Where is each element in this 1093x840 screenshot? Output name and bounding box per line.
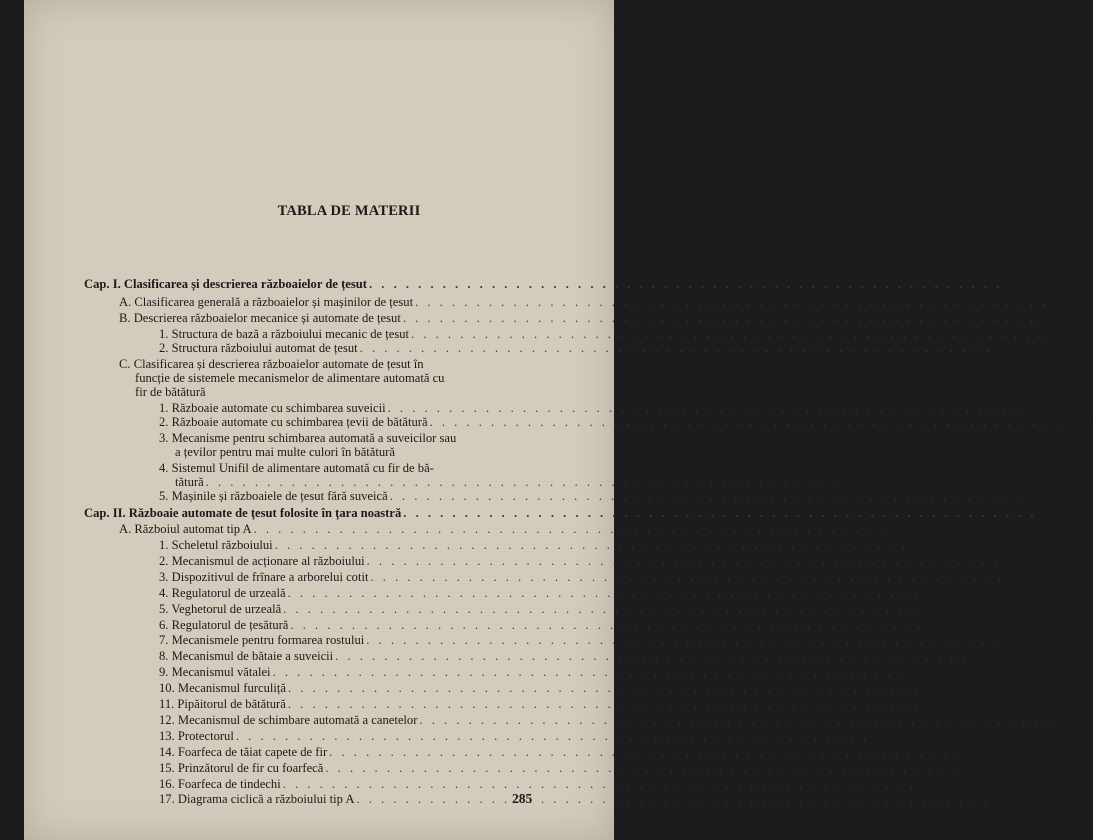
- toc-entry-text: 2. Războaie automate cu schimbarea țevii de bătătură: [159, 415, 428, 429]
- toc-entry-text: a țevilor pentru mai multe culori în bătătură: [175, 445, 395, 459]
- leader-dots: [368, 570, 1005, 584]
- toc-entry-text: tătură: [175, 475, 204, 489]
- toc-entry-text: 17. Diagrama ciclică a războiului tip A: [159, 792, 355, 807]
- toc-entry-page: 86: [886, 728, 900, 743]
- toc-entry-page: 52: [1021, 569, 1034, 584]
- leader-dots: [413, 295, 1050, 309]
- toc-entry-page: 90: [976, 760, 989, 775]
- toc-list-item: [159, 776, 946, 791]
- toc-list-item: [159, 617, 954, 632]
- leader-dots: [428, 415, 1065, 429]
- toc-entry-text: 1. Structura de bază a războiului mecanic de țesut: [159, 327, 410, 341]
- toc-entry-page: 20: [1080, 415, 1093, 429]
- toc-entry-text: 4. Regulatorul de urzeală: [159, 585, 286, 600]
- toc-section-b2: [159, 341, 1023, 355]
- toc-list-item: [159, 569, 1034, 584]
- toc-chapter-2-page: 45: [1053, 506, 1067, 520]
- toc-entry-page: 45: [904, 522, 917, 536]
- leader-dots: [409, 327, 1046, 341]
- toc-chapter-1: [84, 277, 1033, 291]
- toc-entry-page: 9: [1016, 341, 1023, 355]
- leader-dots: [323, 761, 960, 775]
- leader-dots: [204, 475, 841, 489]
- toc-list-item: [159, 649, 999, 664]
- leader-dots: [365, 554, 1002, 568]
- toc-chapter-2-section-a: [119, 522, 917, 536]
- toc-entry-page: 74: [923, 665, 936, 680]
- leader-dots: [401, 506, 1038, 520]
- toc-entry-page: 28: [1047, 445, 1061, 459]
- leader-dots: [386, 401, 1023, 415]
- leader-dots: [358, 341, 995, 355]
- toc-list-item: [159, 585, 951, 600]
- toc-list-item: [159, 538, 938, 552]
- toc-chapter-2-title: Cap. II. Războaie automate de țesut folosite în țara noastră: [84, 506, 402, 520]
- toc-entry-text: 1. Scheletul războiului: [159, 538, 273, 552]
- toc-list-item: [159, 681, 952, 696]
- toc-entry-text: 16. Foarfeca de tindechi: [159, 776, 281, 791]
- toc-entry-text: B. Descrierea războaielor mecanice și automate de țesut: [119, 311, 401, 325]
- toc-list-item: [159, 712, 1083, 727]
- toc-entry-text: 3. Dispozitivul de frînare a arborelui cotit: [159, 569, 369, 584]
- toc-entry-text: 13. Protectorul: [159, 728, 234, 743]
- leader-dots: [286, 586, 923, 600]
- leader-dots: [286, 681, 923, 695]
- toc-entry-text: 11. Pipăitorul de bătătură: [159, 697, 286, 711]
- toc-entry-text: 7. Mecanismele pentru formarea rostului: [159, 633, 365, 648]
- toc-entry-page: 83: [1070, 712, 1083, 727]
- toc-section-c2: [159, 415, 1093, 429]
- leader-dots: [288, 618, 925, 632]
- toc-entry-text: 15. Prinzătorul de fir cu foarfecă: [159, 760, 324, 775]
- toc-entry-page: 47: [925, 538, 938, 552]
- page-title: TABLA DE MATERII: [277, 203, 421, 219]
- toc-entry-text: A. Războiul automat tip A: [119, 522, 252, 536]
- toc-section-c3: [175, 445, 1061, 459]
- toc-section-c3-line1: 3. Mecanisme pentru schimbarea automată a suveicilor sau: [159, 431, 457, 445]
- leader-dots: [354, 792, 991, 806]
- leader-dots: [417, 713, 1054, 727]
- toc-section-c5: [159, 489, 1053, 503]
- toc-section-a: [119, 295, 1079, 309]
- toc-entry-text: 5. Veghetorul de urzeală: [159, 601, 282, 616]
- toc-entry-page: 89: [979, 744, 993, 759]
- toc-section-c1: [159, 401, 1051, 415]
- toc-list-item: [159, 792, 1020, 807]
- leader-dots: [388, 489, 1025, 503]
- toc-entry-page: 65: [1016, 633, 1030, 648]
- leader-dots: [401, 311, 1038, 325]
- toc-entry-page: 93: [1007, 792, 1020, 807]
- toc-list-item: [159, 744, 993, 759]
- toc-entry-text: 9. Mecanismul vătalei: [159, 665, 271, 680]
- toc-entry-text: 2. Mecanismul de acționare al războiului: [159, 553, 365, 568]
- toc-entry-page: 7: [1068, 327, 1075, 341]
- toc-entry-page: 91: [933, 776, 946, 791]
- toc-entry-page: 61: [941, 617, 954, 632]
- leader-dots: [286, 697, 923, 711]
- toc-list-item: [159, 697, 952, 711]
- toc-entry-text: 6. Regulatorul de țesătură: [159, 617, 289, 632]
- leader-dots: [364, 633, 1001, 647]
- toc-entry-text: 10. Mecanismul furculiță: [159, 681, 286, 696]
- toc-list-item: [159, 665, 936, 680]
- toc-list-item: [159, 633, 1030, 648]
- toc-entry-page: 17: [1038, 401, 1051, 415]
- leader-dots: [273, 538, 910, 552]
- toc-list-item: [159, 553, 1030, 568]
- toc-entry-text: 2. Structura războiului automat de țesut: [159, 341, 358, 355]
- leader-dots: [367, 277, 1004, 291]
- toc-entry-page: 17: [858, 385, 871, 399]
- leader-dots: [234, 729, 871, 743]
- leader-dots: [271, 665, 908, 679]
- toc-section-b: [119, 311, 1067, 325]
- toc-entry-page: 58: [933, 601, 947, 616]
- toc-entry-text: A. Clasificarea generală a războaielor și mașinilor de țesut: [119, 295, 414, 309]
- toc-entry-text: 1. Războaie automate cu schimbarea suveicii: [159, 401, 386, 415]
- toc-entry-page: 78: [938, 681, 952, 696]
- toc-entry-page: 54: [938, 585, 951, 600]
- page-number: 285: [512, 791, 533, 806]
- toc-entry-page: 7: [1059, 311, 1067, 325]
- toc-section-c: [135, 385, 871, 399]
- leader-dots: [327, 745, 964, 759]
- toc-section-c-line1: C. Clasificarea și descrierea războaielor automate de țesut în: [119, 357, 424, 371]
- toc-entry-page: 5: [1072, 295, 1079, 309]
- toc-list-item: [159, 760, 989, 775]
- toc-entry-text: 12. Mecanismul de schimbare automată a canetelor: [159, 712, 418, 727]
- toc-entry-page: 70: [985, 649, 999, 664]
- toc-chapter-1-title: Cap. I. Clasificarea și descrierea războaielor de țesut: [84, 277, 367, 291]
- toc-entry-text: 8. Mecanismul de bătaie a suveicii: [159, 649, 334, 664]
- leader-dots: [281, 602, 918, 616]
- toc-section-c4: [175, 475, 869, 489]
- leader-dots: [252, 522, 889, 536]
- leader-dots: [281, 777, 918, 791]
- toc-entry-page: 29: [856, 475, 869, 489]
- toc-section-c4-line1: 4. Sistemul Unifil de alimentare automată cu fir de bă-: [159, 461, 434, 475]
- toc-entry-text: 14. Foarfeca de tăiat capete de fir: [159, 744, 328, 759]
- toc-chapter-2: [84, 506, 1067, 520]
- toc-entry-text: 5. Mașinile și războaiele de țesut fără suveică: [159, 489, 388, 503]
- toc-section-c-line2: funcție de sistemele mecanismelor de alimentare automată cu: [135, 371, 445, 385]
- toc-list-item: [159, 728, 900, 743]
- toc-list-item: [159, 601, 947, 616]
- toc-entry-page: 48: [1017, 553, 1030, 568]
- toc-entry-page: 32: [1040, 489, 1053, 503]
- toc-entry-page: 80: [938, 697, 952, 711]
- toc-section-b1: [159, 327, 1075, 341]
- leader-dots: [333, 649, 970, 663]
- toc-entry-text: fir de bătătură: [135, 385, 206, 399]
- toc-chapter-1-page: 5: [1025, 277, 1033, 291]
